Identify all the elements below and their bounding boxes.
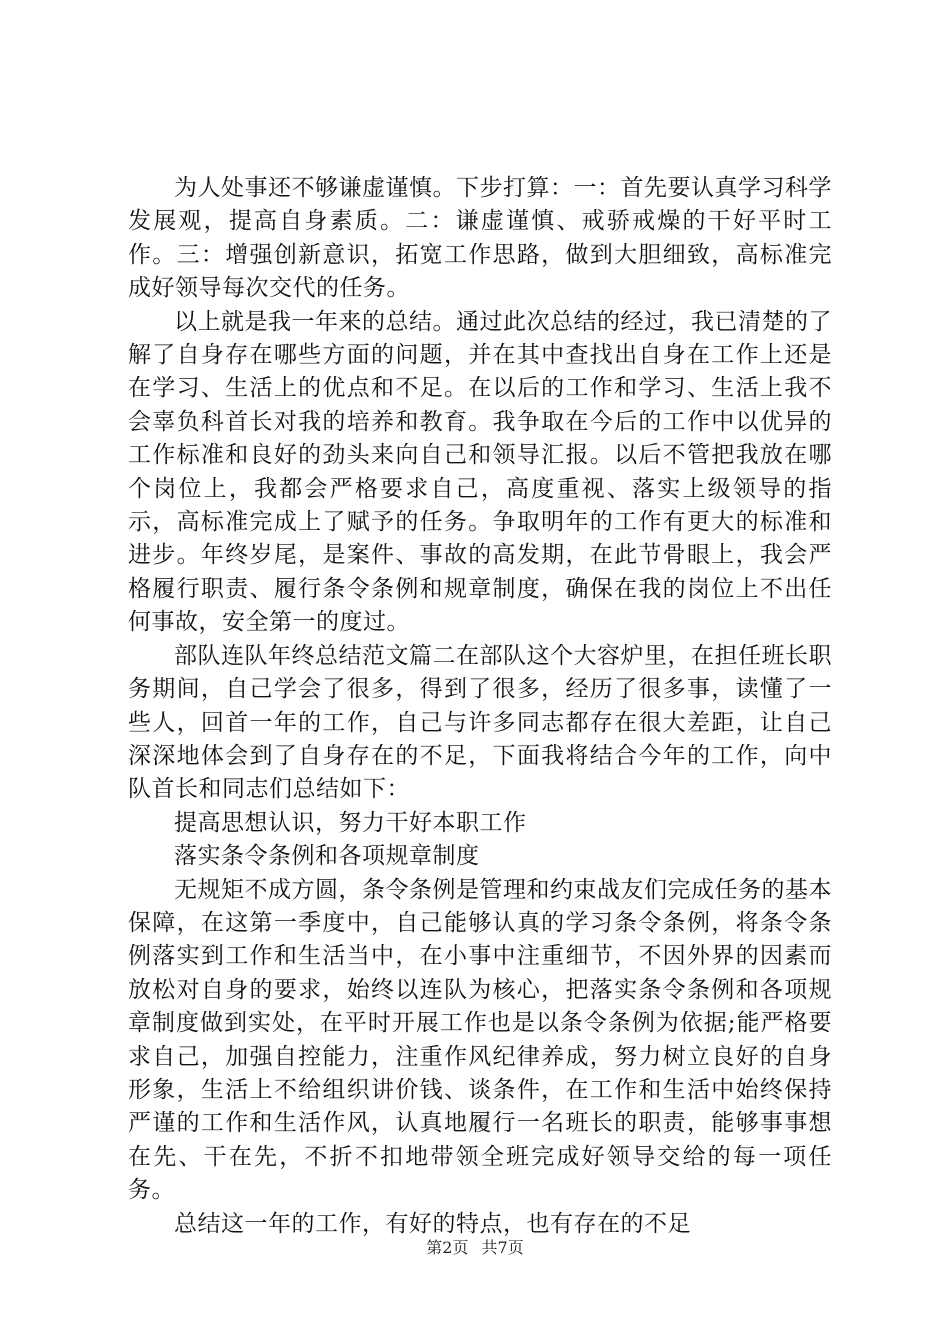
document-body [128, 172, 832, 1241]
section-heading-regulations: 落实条令条例和各项规章制度 [174, 843, 480, 870]
page-total: 共7页 [481, 1238, 524, 1257]
paragraph-plans: 为人处事还不够谦虚谨慎。下步打算：一：首先要认真学习科学发展观，提高自身素质。二：谦虚谨慎、戒骄戒燥的干好平时工作。三：增强创新意识，拓宽工作思路，做到大胆细致，高标准完成好领导每次交代的任务。 [128, 175, 832, 302]
paragraph-article-two-intro: 部队连队年终总结范文篇二在部队这个大容炉里，在担任班长职务期间，自己学会了很多，得到了很多，经历了很多事，读懂了一些人，回首一年的工作，自己与许多同志都存在很大差距，让自己深深地体会到了自身存在的不足，下面我将结合今年的工作，向中队首长和同志们总结如下： [128, 642, 832, 803]
page-number: 第2页 [426, 1238, 469, 1257]
paragraph-regulations: 无规矩不成方圆，条令条例是管理和约束战友们完成任务的基本保障，在这第一季度中，自己能够认真的学习条令条例，将条令条例落实到工作和生活当中，在小事中注重细节，不因外界的因素而放松对自身的要求，始终以连队为核心，把落实条令条例和各项规章制度做到实处，在平时开展工作也是以条令条例为依据;能严格要求自己，加强自控能力，注重作风纪律养成，努力树立良好的自身形象，生活上不给组织讲价钱、谈条件，在工作和生活中始终保持严谨的工作和生活作风，认真地履行一名班长的职责，能够事事想在先、干在先，不折不扣地带领全班完成好领导交给的每一项任务。 [128, 876, 832, 1204]
section-heading-thinking: 提高思想认识，努力干好本职工作 [174, 809, 527, 836]
paragraph-year-conclusion: 总结这一年的工作，有好的特点，也有存在的不足 [174, 1210, 691, 1237]
paragraph-summary: 以上就是我一年来的总结。通过此次总结的经过，我已清楚的了解了自身存在哪些方面的问题，并在其中查找出自身在工作上还是在学习、生活上的优点和不足。在以后的工作和学习、生活上我不会辜负科首长对我的培养和教育。我争取在今后的工作中以优异的工作标准和良好的劲头来向自己和领导汇报。以后不管把我放在哪个岗位上，我都会严格要求自己，高度重视、落实上级领导的指示，高标准完成上了赋予的任务。争取明年的工作有更大的标准和进步。年终岁尾，是案件、事故的高发期，在此节骨眼上，我会严格履行职责、履行条令条例和规章制度，确保在我的岗位上不出任何事故，安全第一的度过。 [128, 308, 832, 636]
page-footer [0, 1238, 950, 1258]
